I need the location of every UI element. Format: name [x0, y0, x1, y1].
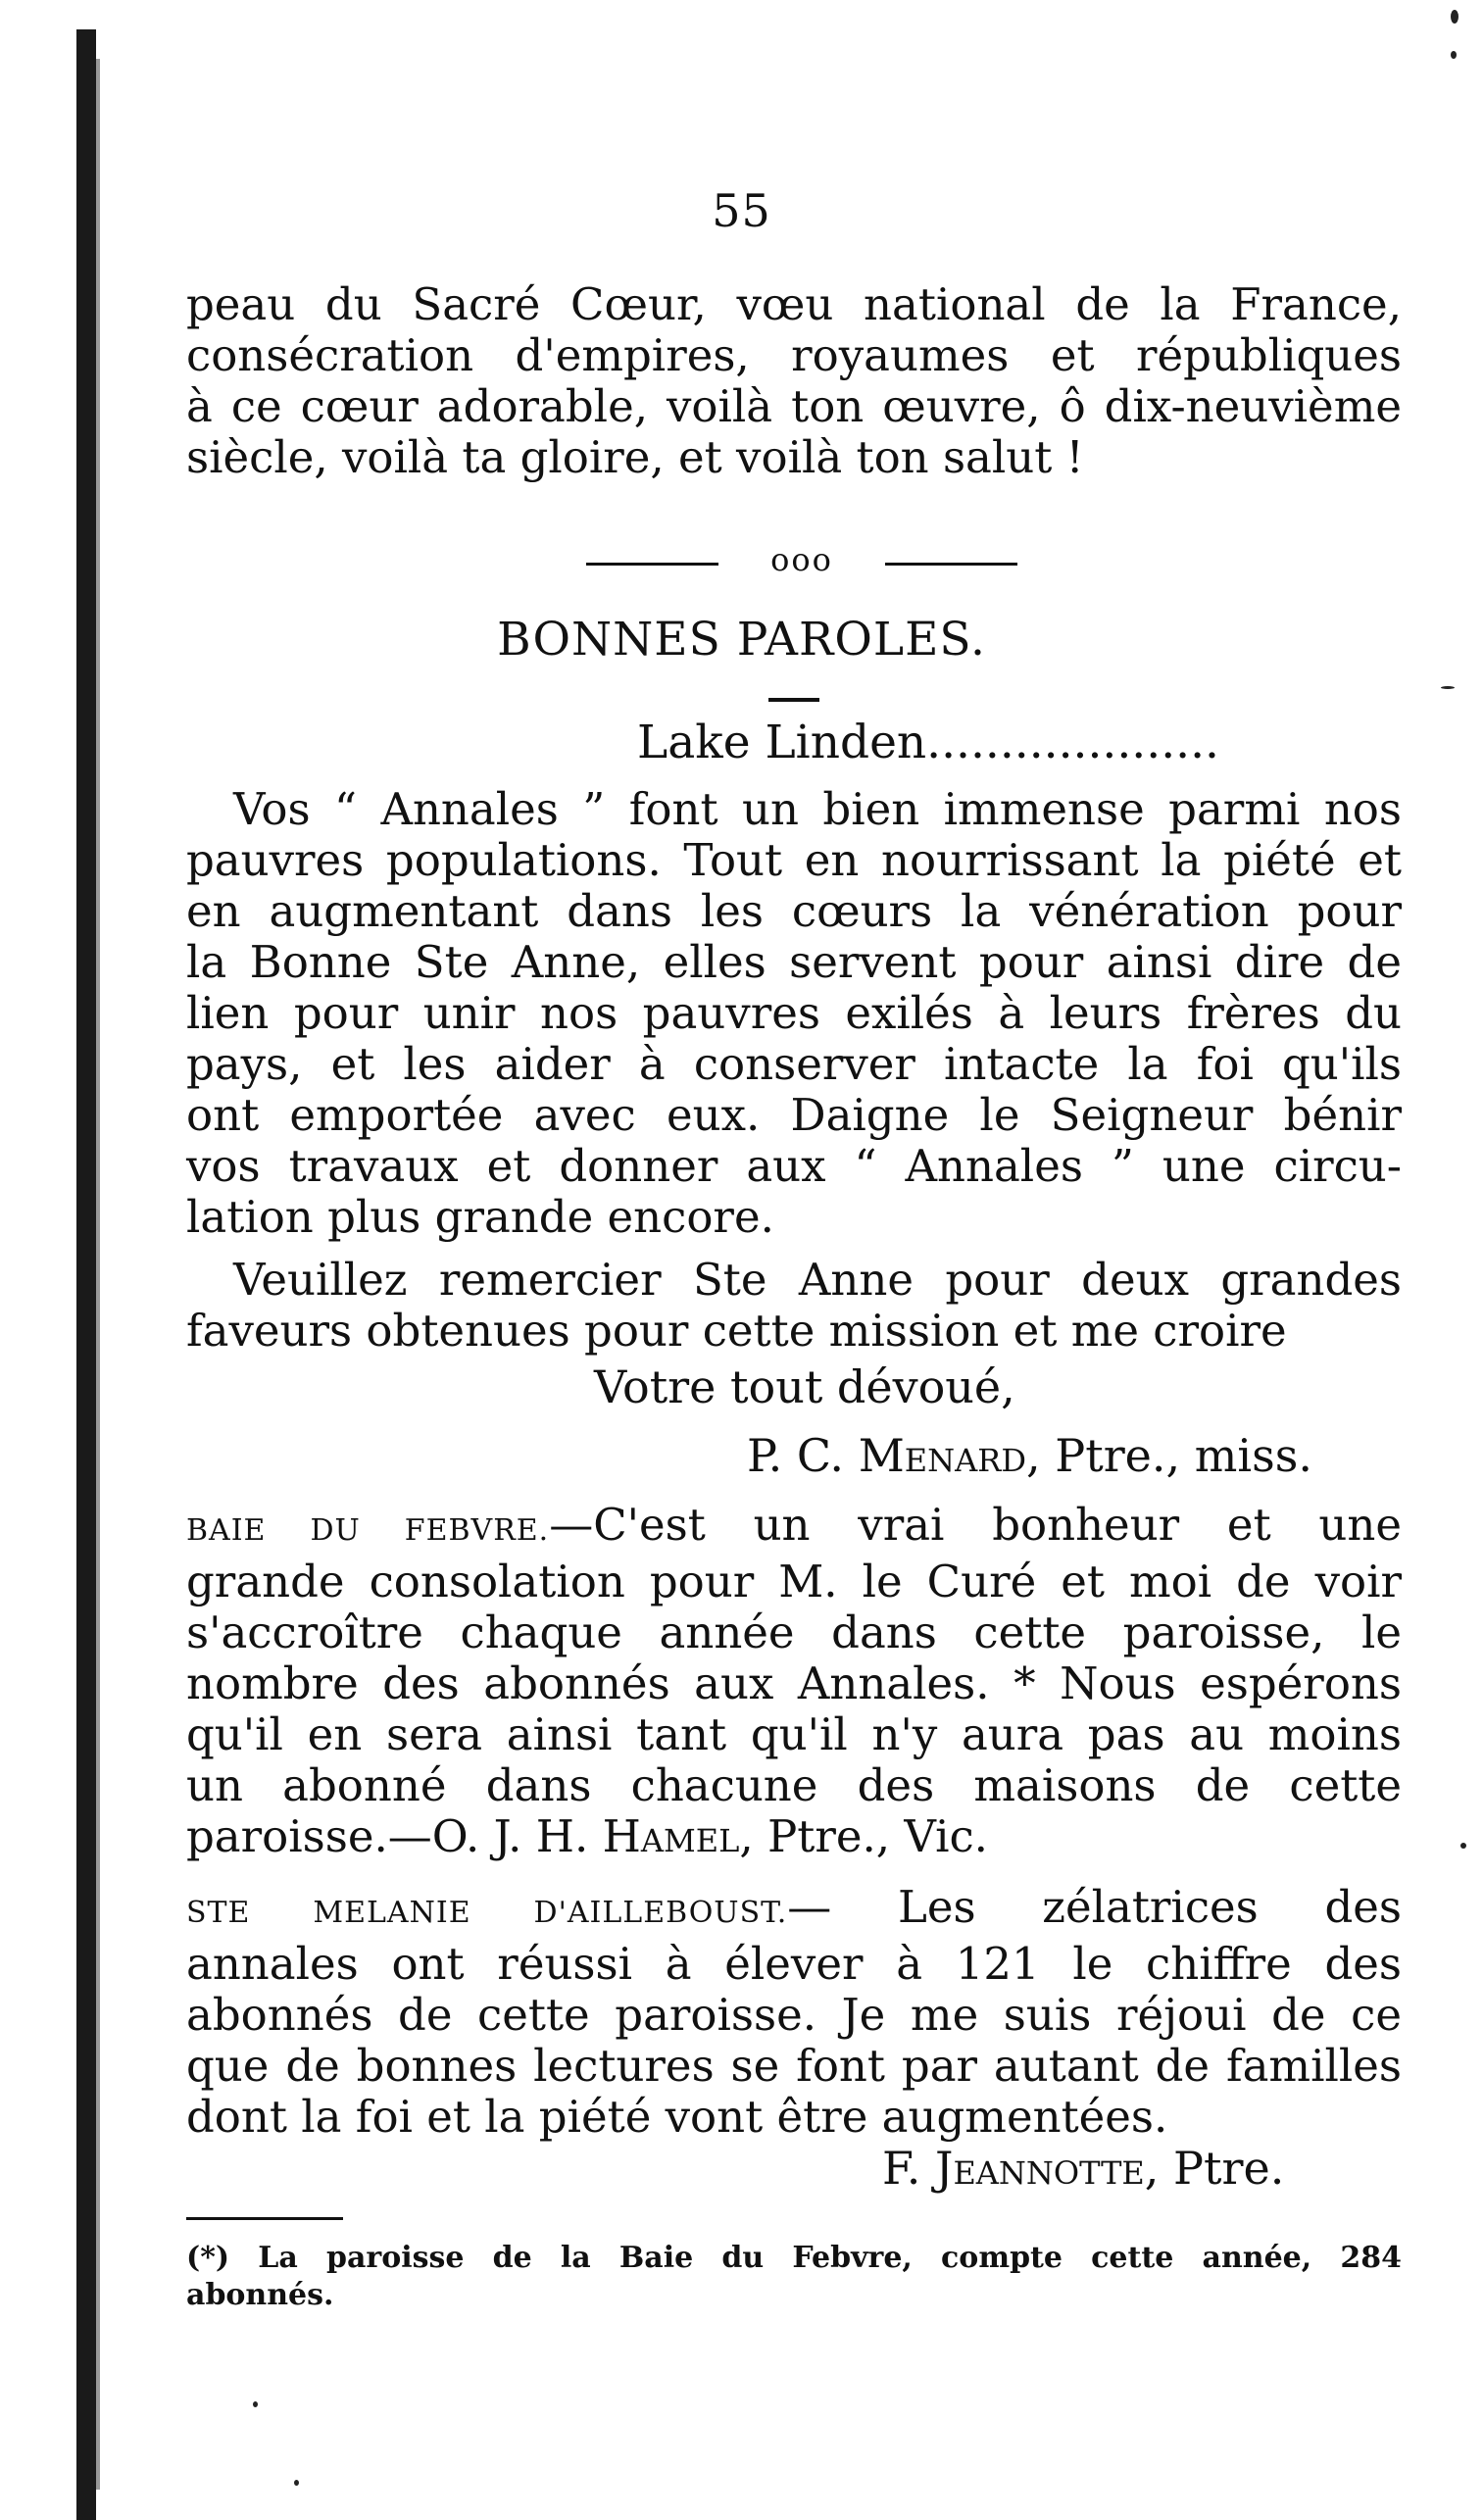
letter-baie-du-febvre — [186, 1500, 1402, 1862]
text-line: à ce cœur adorable, voilà ton œuvre, ô dix-neuvième — [186, 380, 1402, 432]
text-line: qu'il en sera ainsi tant qu'il n'y aura pas au moins — [186, 1708, 1402, 1760]
text-line: pays, et les aider à conserver intacte la foi qu'ils — [186, 1038, 1402, 1090]
text-line: lation plus grande encore. — [186, 1191, 774, 1243]
footnote-line: abonnés. — [186, 2278, 334, 2312]
footnote — [186, 2240, 1402, 2314]
text-line: que de bonnes lectures se font par autant de familles — [186, 2040, 1402, 2092]
text-line: lien pour unir nos pauvres exilés à leurs frères du — [186, 987, 1402, 1039]
text-line: paroisse.—O. J. H. Hamel, Ptre., Vic. — [186, 1810, 988, 1862]
text-line: consécration d'empires, royaumes et républiques — [186, 329, 1402, 381]
text-line: abonnés de cette paroisse. Je me suis réjoui de ce — [186, 1989, 1402, 2041]
signature-prefix: P. C. — [747, 1429, 859, 1482]
footnote-line: (*) La paroisse de la Baie du Febvre, compte cette année, 284 — [186, 2241, 1402, 2275]
signature-name: Menard — [858, 1429, 1027, 1482]
section-heading: BONNES PAROLES. — [497, 613, 986, 667]
signature-name: Hamel — [602, 1810, 740, 1862]
text-line: ont emportée avec eux. Daigne le Seigneur bénir — [186, 1089, 1402, 1141]
scan-speck — [294, 2480, 299, 2486]
signature-name: Jeannotte — [935, 2142, 1145, 2195]
text-line: en augmentant dans les cœurs la vénération pour — [186, 885, 1402, 937]
text-line: un abonné dans chacune des maisons de cette — [186, 1759, 1402, 1811]
text-line: pauvres populations. Tout en nourrissant la piété et — [186, 834, 1402, 886]
heading-dash — [768, 698, 819, 702]
scan-speck — [253, 2401, 258, 2407]
text-line: nombre des abonnés aux Annales. * Nous espérons — [186, 1657, 1402, 1709]
letter-lead: BAIE DU FEBVRE. — [186, 1513, 550, 1548]
text-line: s'accroître chaque année dans cette paroisse, le — [186, 1606, 1402, 1658]
text-line: vos travaux et donner aux “ Annales ” une circu- — [186, 1140, 1402, 1192]
letter-lead: STE MELANIE D'AILLEBOUST. — [186, 1896, 788, 1930]
letter-lake-linden — [186, 784, 1402, 1243]
text-line: dont la foi et la piété vont être augmentées. — [186, 2091, 1168, 2143]
text-line: Vos “ Annales ” font un bien immense parmi nos — [233, 783, 1402, 835]
letter-closing: Votre tout dévoué, — [594, 1360, 1015, 1413]
text-line: la Bonne Ste Anne, elles servent pour ainsi dire de — [186, 936, 1402, 988]
text-line: siècle, voilà ta gloire, et voilà ton salut ! — [186, 431, 1084, 483]
opening-paragraph — [186, 279, 1402, 483]
scan-speck — [1451, 51, 1457, 59]
scan-speck — [1460, 1843, 1466, 1849]
text-line: grande consolation pour M. le Curé et moi de voir — [186, 1556, 1402, 1607]
letter-lake-linden-continued — [186, 1255, 1402, 1357]
text-line: faveurs obtenues pour cette mission et me croire — [186, 1305, 1287, 1357]
book-spine-shadow — [76, 29, 96, 2520]
scan-speck — [1451, 10, 1458, 24]
section-separator — [586, 541, 1017, 580]
scan-speck — [1441, 686, 1455, 689]
signature-suffix: , Ptre., miss. — [1026, 1429, 1312, 1482]
footnote-rule — [186, 2217, 343, 2220]
letter-place: Lake Linden.................... — [637, 716, 1219, 769]
text-line: BAIE DU FEBVRE.—C'est un vrai bonheur et une — [186, 1499, 1402, 1551]
signature-jeannotte: F. Jeannotte, Ptre. — [882, 2142, 1285, 2195]
text-line: STE MELANIE D'AILLEBOUST.— Les zélatrices des — [186, 1881, 1402, 1933]
signature-menard — [747, 1429, 1312, 1482]
letter-ste-melanie — [186, 1882, 1402, 2143]
text-line: peau du Sacré Cœur, vœu national de la France, — [186, 278, 1402, 330]
text-line: annales ont réussi à élever à 121 le chiffre des — [186, 1938, 1402, 1990]
separator-text: ooo — [770, 541, 833, 578]
book-spine-edge — [96, 59, 100, 2490]
page-number: 55 — [712, 184, 771, 237]
text-line: Veuillez remercier Ste Anne pour deux grandes — [233, 1254, 1402, 1306]
